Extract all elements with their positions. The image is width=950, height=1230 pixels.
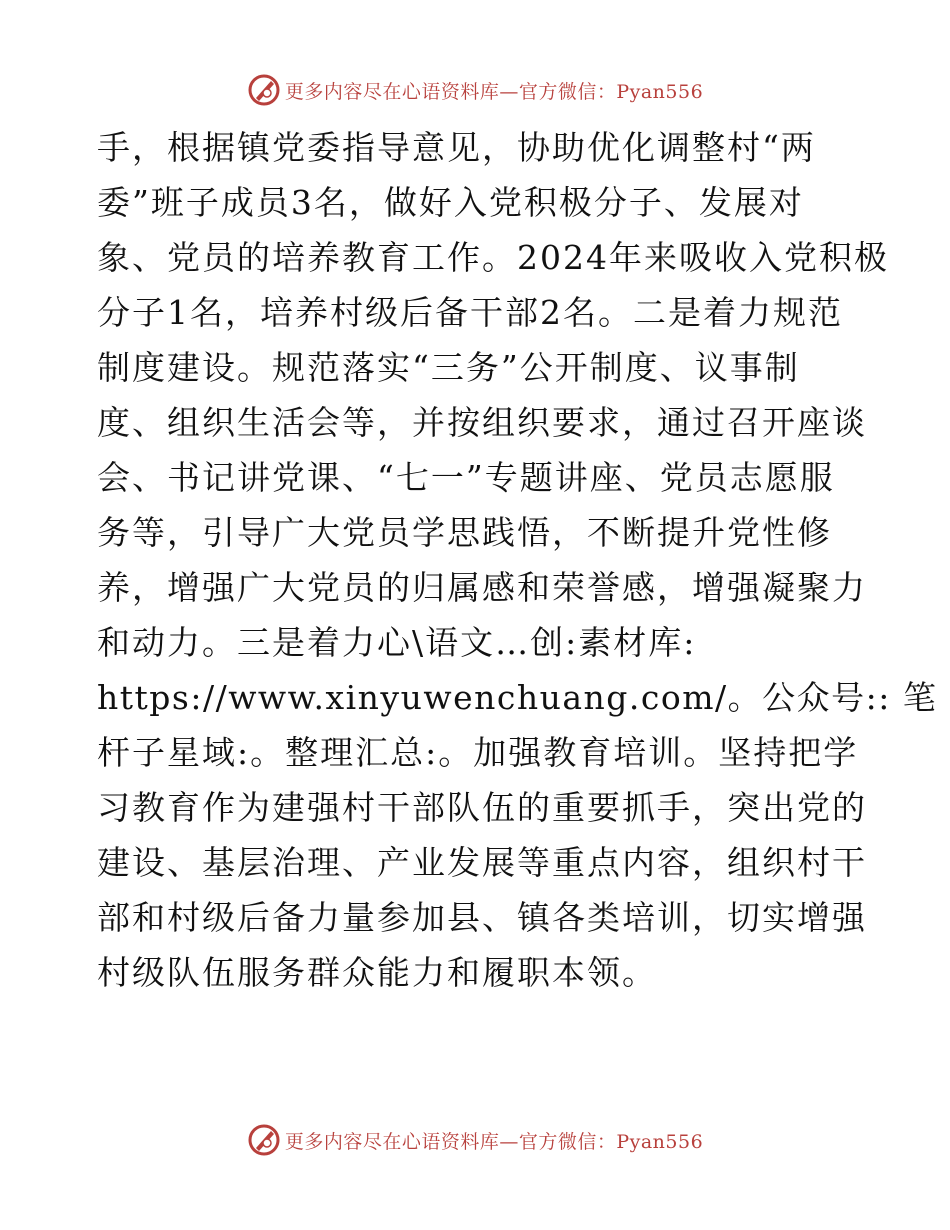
footer-banner-text: 更多内容尽在心语资料库—官方微信：Pyan556 xyxy=(284,1130,704,1153)
body-line: 度、组织生活会等，并按组织要求，通过召开座谈 xyxy=(97,403,867,442)
body-line: 会、书记讲党课、“七一”专题讲座、党员志愿服 xyxy=(97,458,835,497)
body-line: 务等，引导广大党员学思践悟，不断提升党性修 xyxy=(97,513,832,552)
body-line: 委”班子成员3名，做好入党积极分子、发展对 xyxy=(97,183,804,222)
body-line: 手，根据镇党委指导意见，协助优化调整村“两 xyxy=(97,128,816,167)
body-line: 养，增强广大党员的归属感和荣誉感，增强凝聚力 xyxy=(97,568,867,607)
header-banner-text: 更多内容尽在心语资料库—官方微信：Pyan556 xyxy=(284,80,704,103)
body-line: 分子1名，培养村级后备干部2名。二是着力规范 xyxy=(97,293,843,332)
body-line: 部和村级后备力量参加县、镇各类培训，切实增强 xyxy=(97,898,867,937)
footer-banner xyxy=(0,1120,950,1160)
document-body xyxy=(97,120,938,1000)
body-line: 和动力。三是着力心\语文…创:素材库: xyxy=(97,623,697,662)
body-line: 象、党员的培养教育工作。2024年来吸收入党积极 xyxy=(97,238,889,277)
pen-logo-icon xyxy=(247,73,281,107)
body-line: 村级队伍服务群众能力和履职本领。 xyxy=(97,953,657,992)
body-line: 杆子星域:。整理汇总:。加强教育培训。坚持把学 xyxy=(97,733,859,772)
header-banner xyxy=(0,70,950,110)
pen-logo-icon xyxy=(247,1123,281,1157)
body-line-url: https://www.xinyuwenchuang.com/。公众号:: 笔 xyxy=(97,678,938,717)
body-line: 习教育作为建强村干部队伍的重要抓手，突出党的 xyxy=(97,788,867,827)
body-line: 制度建设。规范落实“三务”公开制度、议事制 xyxy=(97,348,800,387)
body-line: 建设、基层治理、产业发展等重点内容，组织村干 xyxy=(97,843,867,882)
